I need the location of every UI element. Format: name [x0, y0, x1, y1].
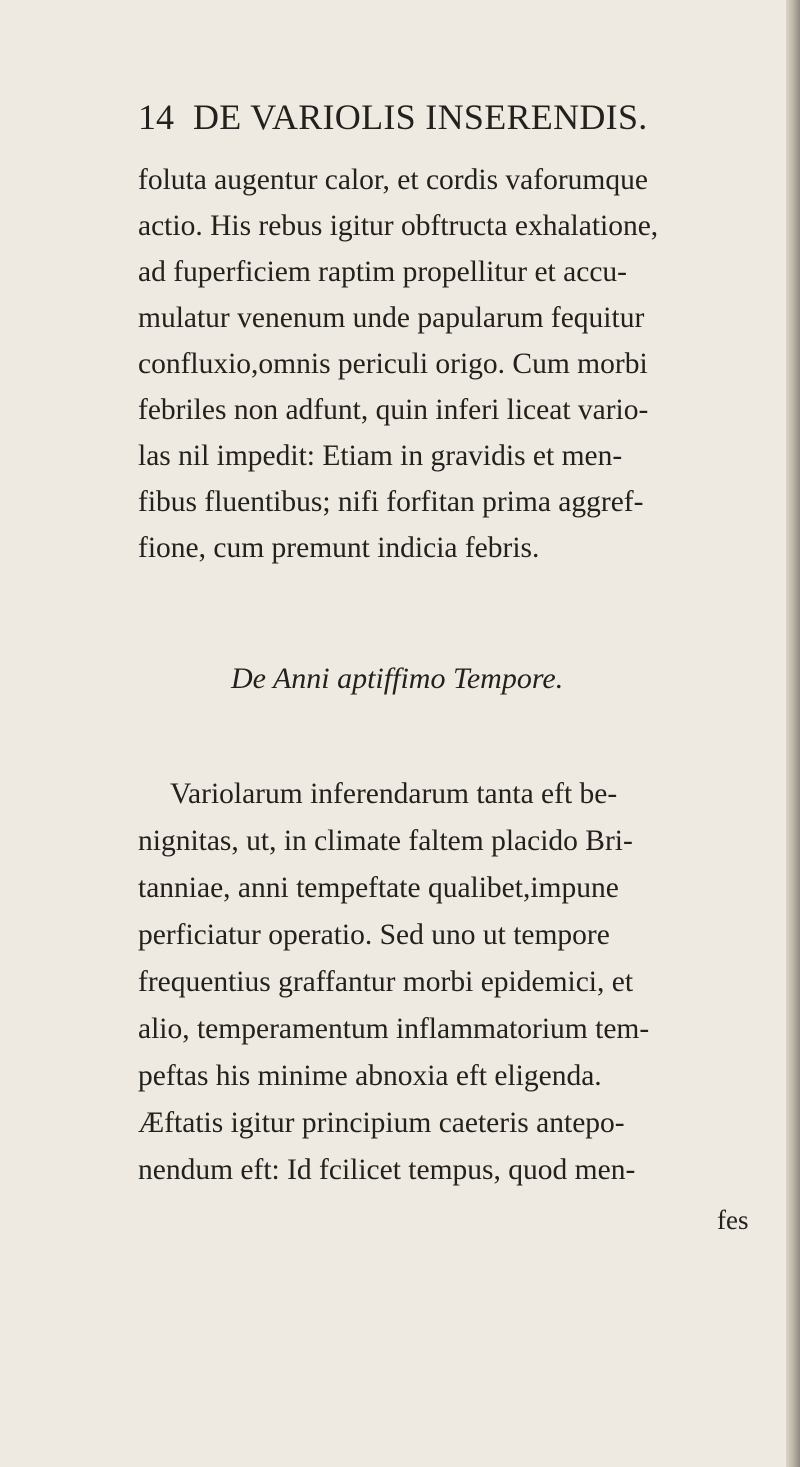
- text-line: febriles non adfunt, quin inferi liceat vario-: [138, 394, 649, 426]
- text-line: mulatur venenum unde papularum fequitur: [138, 302, 645, 334]
- text-line: las nil impedit: Etiam in gravidis et men-: [138, 440, 623, 472]
- running-title: DE VARIOLIS INSERENDIS.: [193, 97, 648, 137]
- text-line: actio. His rebus igitur obftructa exhalatione,: [138, 210, 659, 242]
- page-header: [138, 96, 778, 146]
- text-line: perficiatur operatio. Sed uno ut tempore: [138, 919, 610, 951]
- text-line: tanniae, anni tempeftate qualibet,impune: [138, 872, 619, 904]
- text-line: foluta augentur calor, et cordis vaforumque: [138, 164, 648, 196]
- page-number: 14: [138, 97, 174, 137]
- text-line: Æftatis igitur principium caeteris antepo-: [138, 1107, 625, 1139]
- text-line: nignitas, ut, in climate faltem placido Bri-: [138, 825, 633, 857]
- text-line: fibus fluentibus; nifi forfitan prima aggref-: [138, 486, 644, 518]
- text-line: Variolarum inferendarum tanta eft be-: [170, 778, 618, 810]
- text-line: nendum eft: Id fcilicet tempus, quod men-: [138, 1154, 636, 1186]
- text-line: fione, cum premunt indicia febris.: [138, 532, 540, 564]
- catchword: fes: [717, 1205, 749, 1235]
- page-edge-shadow: [786, 0, 800, 1467]
- text-line: confluxio,omnis periculi origo. Cum morbi: [138, 348, 648, 380]
- text-line: alio, temperamentum inflammatorium tem-: [138, 1013, 650, 1045]
- text-line: ad fuperficiem raptim propellitur et accu-: [138, 256, 627, 288]
- text-line: peftas his minime abnoxia eft eligenda.: [138, 1060, 602, 1092]
- text-line: frequentius graffantur morbi epidemici, et: [138, 966, 634, 998]
- section-heading: De Anni aptiffimo Tempore.: [231, 662, 564, 695]
